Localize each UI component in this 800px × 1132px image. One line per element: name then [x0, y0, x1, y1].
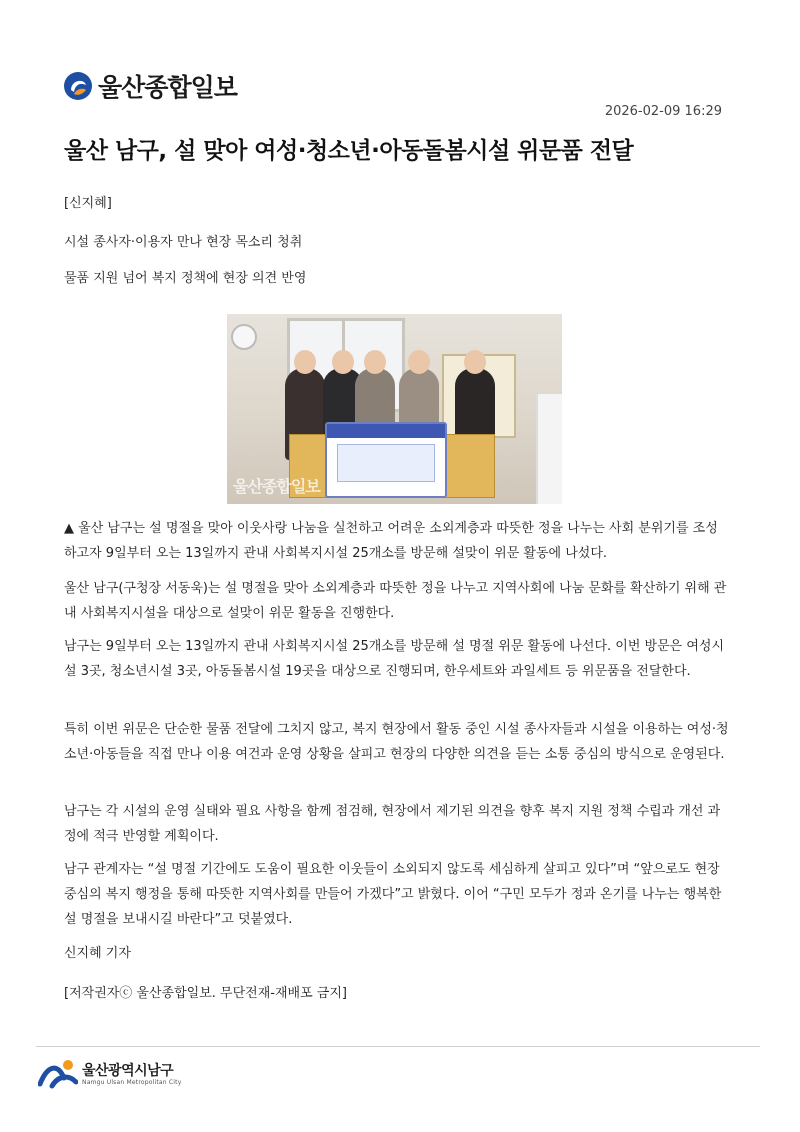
newspaper-name: 울산종합일보	[98, 73, 237, 102]
copyright-notice: [저작권자ⓒ 울산종합일보. 무단전재-재배포 금지]	[64, 986, 347, 1001]
article-subhead-2: 물품 지원 넘어 복지 정책에 현장 의견 반영	[64, 271, 307, 286]
namgu-logo-icon	[38, 1058, 78, 1090]
masthead-logo[interactable]	[62, 66, 237, 106]
article-paragraph: 특히 이번 위문은 단순한 물품 전달에 그치지 않고, 복지 현장에서 활동 중인 시설 종사자들과 시설을 이용하는 여성·청소년·아동들을 직접 만나 이용 여건과 운영 상황을 살피고 현장의 다양한 의견을 듣는 소통 중심의 방식으로 운영된다.	[64, 722, 729, 762]
article-photo	[227, 314, 562, 504]
photo-watermark: 울산종합일보	[233, 477, 320, 496]
article-byline: [신지혜]	[64, 196, 112, 211]
publish-timestamp: 2026-02-09 16:29	[604, 104, 722, 119]
footer-org-name: 울산광역시남구	[82, 1062, 174, 1079]
photo-gift-box	[441, 434, 495, 498]
article-subhead-1: 시설 종사자·이용자 만나 현장 목소리 청취	[64, 235, 303, 250]
article-paragraph: 울산 남구(구청장 서동욱)는 설 명절을 맞아 소외계층과 따뜻한 정을 나누고 지역사회에 나눔 문화를 확산하기 위해 관내 사회복지시설을 대상으로 설맞이 위문 활동을 진행한다.	[64, 581, 727, 621]
footer-org-english: Namgu Ulsan Metropolitan City	[82, 1078, 182, 1086]
photo-sign-panel	[337, 444, 435, 482]
article-paragraph: 남구는 각 시설의 운영 실태와 필요 사항을 함께 점검해, 현장에서 제기된 의견을 향후 복지 지원 정책 수립과 개선 과정에 적극 반영할 계획이다.	[64, 804, 721, 844]
newspaper-logo-icon	[62, 70, 94, 102]
photo-sign	[325, 422, 447, 498]
photo-robot	[536, 394, 562, 504]
article-paragraph: 남구 관계자는 “설 명절 기간에도 도움이 필요한 이웃들이 소외되지 않도록 세심하게 살피고 있다”며 “앞으로도 현장 중심의 복지 행정을 통해 따뜻한 지역사회를 만들어 가겠다”고 밝혔다. 이어 “구민 모두가 정과 온기를 나누는 행복한 설 명절을 보내시길 바란다”고 덧붙였다.	[64, 862, 722, 927]
article-headline: 울산 남구, 설 맞아 여성·청소년·아동돌봄시설 위문품 전달	[64, 138, 634, 164]
footer-logo[interactable]	[38, 1058, 181, 1090]
reporter-name: 신지혜 기자	[64, 946, 131, 961]
article-paragraph: ▲ 울산 남구는 설 명절을 맞아 이웃사랑 나눔을 실천하고 어려운 소외계층과 따뜻한 정을 나누는 사회 분위기를 조성하고자 9일부터 오는 13일까지 관내 사회복지시설 25개소를 방문해 설맞이 위문 활동에 나섰다.	[64, 521, 718, 561]
article-paragraph: 남구는 9일부터 오는 13일까지 관내 사회복지시설 25개소를 방문해 설 명절 위문 활동에 나선다. 이번 방문은 여성시설 3곳, 청소년시설 3곳, 아동돌봄시설 19곳을 대상으로 진행되며, 한우세트와 과일세트 등 위문품을 전달한다.	[64, 639, 725, 679]
footer-divider	[36, 1046, 760, 1047]
photo-sign-band	[327, 424, 445, 438]
photo-wall-clock	[231, 324, 257, 350]
